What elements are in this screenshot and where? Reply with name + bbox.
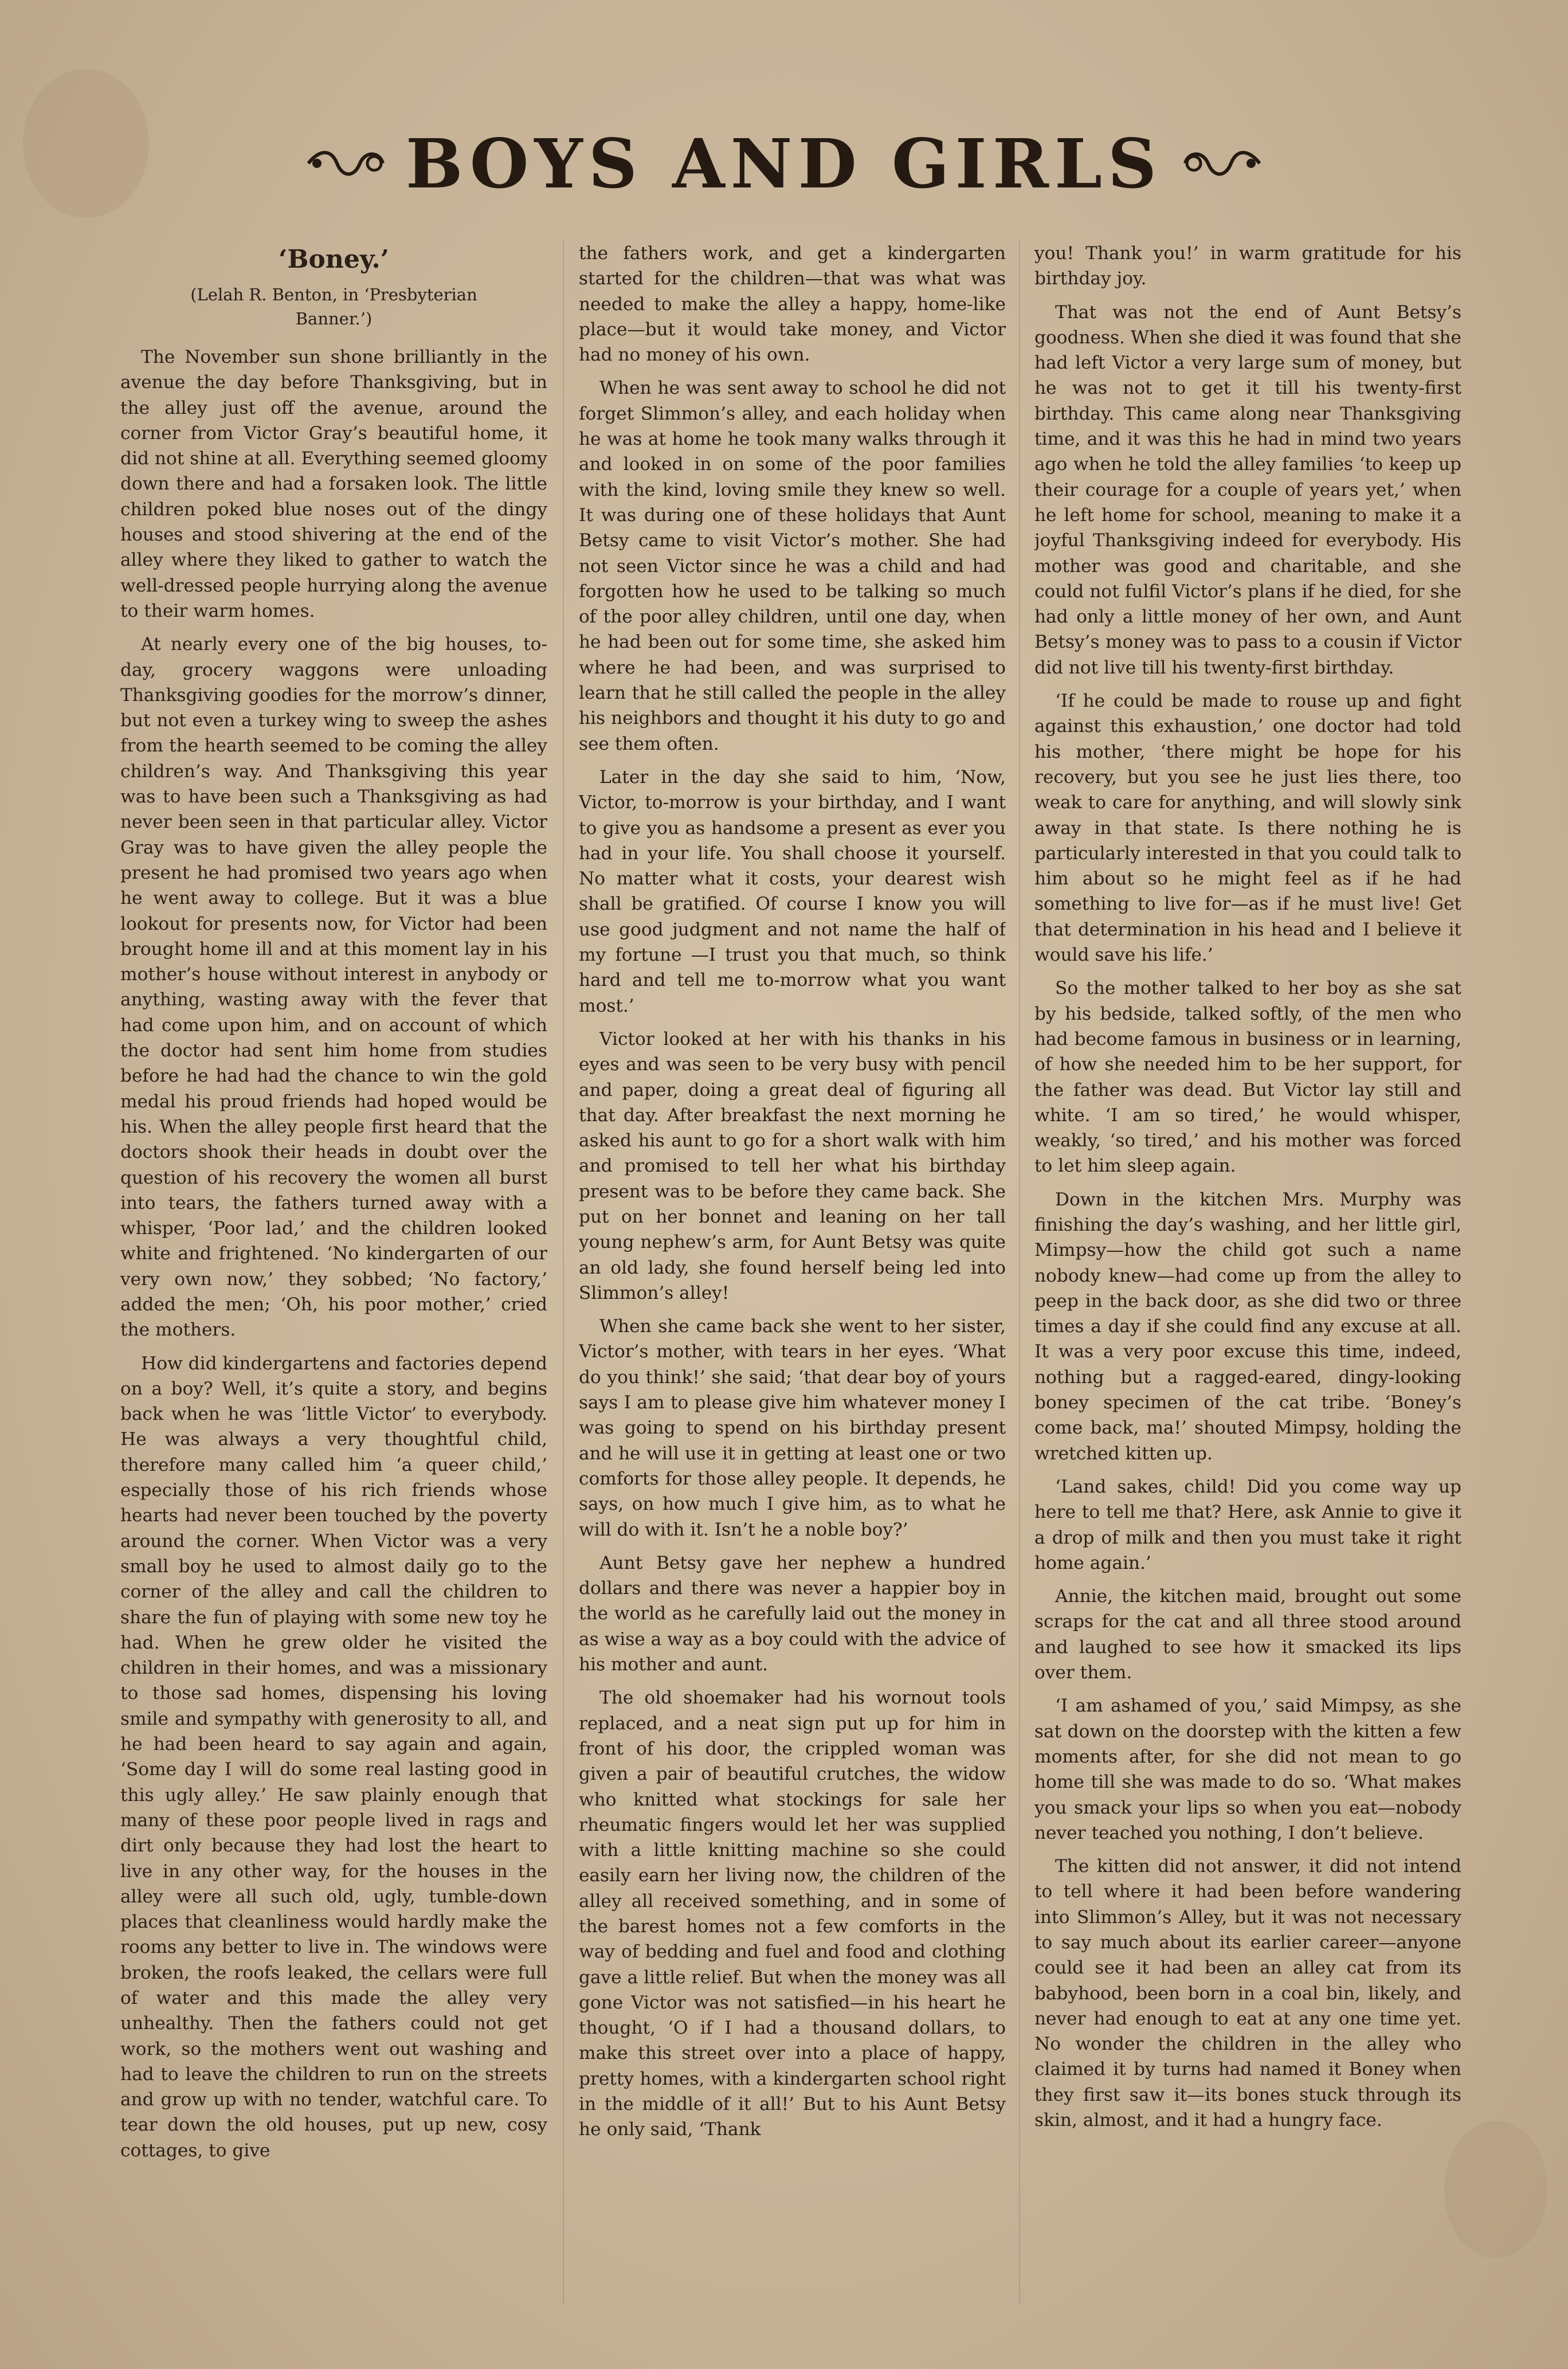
- paragraph: Aunt Betsy gave her nephew a hundred dollars and there was never a happier boy in the world as he carefully laid out the money in as wise a way as a boy could with the advice of his mother and aunt.: [579, 1552, 1006, 1675]
- paragraph: you! Thank you!’ in warm gratitude for his birthday joy.: [1034, 243, 1461, 289]
- paragraph: The old shoemaker had his wornout tools replaced, and a neat sign put up for him in front of his door, the crippled woman was given a pair of beautiful crutches, the widow who knitted what stockings for sale her rheumatic fingers would let her was supplied with a little knitting machine so she could easily earn her living now, the children of the alley all received something, and in some of the barest homes not a few comforts in the way of bedding and fuel and food and clothing gave a little relief. But when the money was all gone Victor was not satisfied—in his heart he thought, ‘O if I had a thousand dollars, to make this street over into a place of happy, pretty homes, with a kindergarten school right in the middle of it all!’ But to his Aunt Betsy he only said, ‘Thank: [579, 1687, 1006, 2140]
- paragraph: Annie, the kitchen maid, brought out some scraps for the cat and all three stood around and laughed to see how it smacked its lips over them.: [1034, 1586, 1461, 1683]
- paragraph: Down in the kitchen Mrs. Murphy was finishing the day’s washing, and her little girl, Mimpsy—how the child got such a name nobody knew—had come up from the alley to peep in the back door, as she did two or three times a day if she could find any excuse at all. It was a very poor excuse this time, indeed, nothing but a ragged-eared, dingy-looking boney specimen of the cat tribe. ‘Boney’s come back, ma!’ shouted Mimpsy, holding the wretched kitten up.: [1034, 1189, 1461, 1464]
- paragraph: At nearly every one of the big houses, to-day, grocery waggons were unloading Thanksgiving goodies for the morrow’s dinner, but not even a turkey wing to sweep the ashes from the hearth seemed to be coming the alley children’s way. And Thanksgiving this year was to have been such a Thanksgiving as had never been seen in that particular alley. Victor Gray was to have given the alley people the present he had promised two years ago when he went away to college. But it was a blue lookout for presents now, for Victor had been brought home ill and at this moment lay in his mother’s house without interest in anybody or anything, wasting away with the fever that had come upon him, and on account of which the doctor had sent him home from studies before he had had the chance to win the gold medal his proud friends had hoped would be his. When the alley people first heard that the doctors shook their heads in doubt over the question of his recovery the women all burst into tears, the fathers turned away with a whisper, ‘Poor lad,’ and the children looked white and frightened. ‘No kindergarten of our very own now,’ they sobbed; ‘No factory,’ added the men; ‘Oh, his poor mother,’ cried the mothers.: [120, 634, 547, 1341]
- column-2: [579, 241, 1006, 2339]
- paragraph: How did kindergartens and factories depend on a boy? Well, it’s quite a story, and begins back when he was ‘little Victor’ to everybody. He was always a very thoughtful child, therefore many called him ‘a queer child,’ especially those of his rich friends whose hearts had never been touched by the poverty around the corner. When Victor was a very small boy he used to almost daily go to the corner of the alley and call the children to share the fun of playing with some new toy he had. When he grew older he visited the children in their homes, and was a missionary to those sad homes, dispensing his loving smile and sympathy with generosity to all, and he had been heard to say again and again, ‘Some day I will do some real lasting good in this ugly alley.’ He saw plainly enough that many of these poor people lived in rags and dirt only because they had lost the heart to live in any other way, for the houses in the alley were all such old, ugly, tumble-down places that cleanliness would hardly make the rooms any better to live in. The windows were broken, the roofs leaked, the cellars were full of water and this made the alley very unhealthy. Then the fathers could not get work, so the mothers went out washing and had to leave the children to run on the streets and grow up with no tender, watchful care. To tear down the old houses, put up new, cosy cottages, to give: [120, 1353, 547, 2161]
- left-ornament-icon: [303, 143, 389, 183]
- paragraph: ‘Land sakes, child! Did you come way up here to tell me that? Here, ask Annie to give it a drop of milk and then you must take it right home again.’: [1034, 1476, 1461, 1573]
- paragraph: When he was sent away to school he did not forget Slimmon’s alley, and each holiday when he was at home he took many walks through it and looked in on some of the poor families with the kind, loving smile they knew so well. It was during one of these holidays that Aunt Betsy came to visit Victor’s mother. She had not seen Victor since he was a child and had forgotten how he used to be talking so much of the poor alley children, until one day, when he had been out for some time, she asked him where he had been, and was surprised to learn that he still called the people in the alley his neighbors and thought it his duty to go and see them often.: [579, 378, 1006, 754]
- paragraph: Later in the day she said to him, ‘Now, Victor, to-morrow is your birthday, and I want to give you as handsome a present as ever you had in your life. You shall choose it yourself. No matter what it costs, your dearest wish shall be gratified. Of course I know you will use good judgment and not name the half of my fortune —I trust you that much, so think hard and tell me to-morrow what you want most.’: [579, 766, 1006, 1016]
- paragraph: That was not the end of Aunt Betsy’s goodness. When she died it was found that she had left Victor a very large sum of money, but he was not to get it till his twenty-first birthday. This came along near Thanksgiving time, and it was this he had in mind two years ago when he told the alley families ‘to keep up their courage for a couple of years yet,’ when he left home for school, meaning to make it a joyful Thanksgiving indeed for everybody. His mother was good and charitable, and she could not fulfil Victor’s plans if he died, for she had only a little money of her own, and Aunt Betsy’s money was to pass to a cousin if Victor did not live till his twenty-first birthday.: [1034, 301, 1461, 678]
- section-masthead: [0, 120, 1568, 206]
- column-1: [120, 238, 547, 2336]
- story-byline: (Lelah R. Benton, in ‘Presbyterian Banner.’): [190, 285, 477, 328]
- right-ornament-icon: [1179, 143, 1265, 183]
- story-title: ‘Boney.’: [279, 245, 389, 274]
- column-divider: [1019, 241, 1020, 2304]
- page-title: BOYS AND GIRLS: [405, 123, 1163, 203]
- paragraph: ‘I am ashamed of you,’ said Mimpsy, as she sat down on the doorstep with the kitten a few moments after, for she did not mean to go home till she was made to do so. ‘What makes you smack your lips so when you eat—nobody never teached you nothing, I don’t believe.: [1034, 1696, 1461, 1843]
- paragraph: When she came back she went to her sister, Victor’s mother, with tears in her eyes. ‘What do you think!’ she said; ‘that dear boy of yours says I am to please give him whatever money I was going to spend on his birthday present and he will use it in getting at least one or two comforts for those alley people. It depends, he says, on how much I give him, as to what he will do with it. Isn’t he a noble boy?’: [579, 1316, 1006, 1540]
- column-divider: [563, 241, 564, 2304]
- paragraph: The November sun shone brilliantly in the avenue the day before Thanksgiving, but in the alley just off the avenue, around the corner from Victor Gray’s beautiful home, it did not shine at all. Everything seemed gloomy down there and had a forsaken look. The little children poked blue noses out of the dingy houses and stood shivering at the end of the alley where they liked to gather to watch the well-dressed people hurrying along the avenue to their warm homes.: [120, 347, 547, 621]
- paragraph: Victor looked at her with his thanks in his eyes and was seen to be very busy with pencil and paper, doing a great deal of figuring all that day. After breakfast the next morning he asked his aunt to go for a short walk with him and promised to tell her what his birthday present was to be before they came back. She put on her bonnet and leaning on her tall young nephew’s arm, for Aunt Betsy was quite an old lady, she found herself being led into Slimmon’s alley!: [579, 1028, 1006, 1303]
- paragraph: ‘If he could be made to rouse up and fight against this exhaustion,’ one doctor had told his mother, ‘there might be hope for his recovery, but you see he just lies there, too weak to care for anything, and will slowly sink away in that state. Is there nothing he is particularly interested in that you could talk to him about so he might feel as if he had something to live for—as if he must live! Get that determination in his head and I believe it would save his life.’: [1034, 691, 1461, 966]
- paragraph: the fathers work, and get a kindergarten started for the children—that was what was needed to make the alley a happy, home-like place—but it would take money, and Victor had no money of his own.: [579, 243, 1006, 366]
- paragraph: The kitten did not answer, it did not intend to tell where it had been before wandering into Slimmon’s Alley, but it was not necessary to say much about its earlier career—anyone could see it had been an alley cat from its babyhood, been born in a coal bin, likely, and never had enough to eat at any one time yet. No wonder the children in the alley who claimed it by turns had named it Boney when they first saw it—its bones stuck through its skin, almost, and it had a hungry face.: [1034, 1856, 1461, 2131]
- paragraph: So the mother talked to her boy as she sat by his bedside, talked softly, of the men who had become famous in business or in learning, of how she needed him to be her support, for the father was dead. But Victor lay still and white. ‘I am so tired,’ he would whisper, weakly, ‘so tired,’ and his mother was forced to let him sleep again.: [1034, 978, 1461, 1177]
- column-3: [1034, 241, 1461, 2339]
